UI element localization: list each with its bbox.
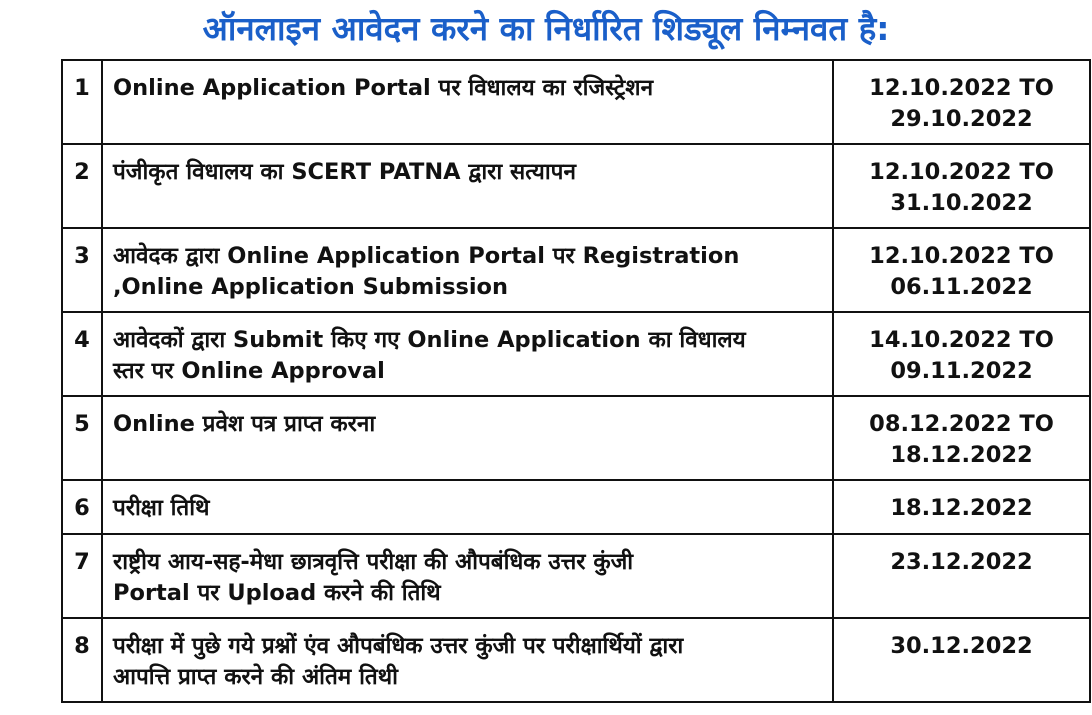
activity-line: Portal पर Upload करने की तिथि	[113, 580, 441, 606]
date-line: 12.10.2022 TO	[869, 75, 1054, 101]
table-row	[62, 312, 1090, 396]
date-line: 18.12.2022	[890, 495, 1033, 521]
table-row	[62, 228, 1090, 312]
table-row	[62, 534, 1090, 618]
activity-line: राष्ट्रीय आय-सह-मेधा छात्रवृत्ति परीक्षा की औपबंधिक उत्तर कुंजी	[113, 549, 634, 575]
table-row	[62, 618, 1090, 702]
activity-line: Online Application Portal पर विधालय का रजिस्ट्रेशन	[113, 75, 654, 101]
row-number: 1	[62, 60, 102, 144]
table-row	[62, 480, 1090, 534]
row-number: 2	[62, 144, 102, 228]
table-row	[62, 144, 1090, 228]
row-number: 3	[62, 228, 102, 312]
date-line: 31.10.2022	[890, 190, 1033, 216]
date-line: 14.10.2022 TO	[869, 327, 1054, 353]
row-activity	[102, 312, 833, 396]
row-activity	[102, 534, 833, 618]
schedule-table	[61, 59, 1091, 703]
row-date	[833, 228, 1090, 312]
row-date	[833, 396, 1090, 480]
date-line: 23.12.2022	[890, 549, 1033, 575]
row-date	[833, 60, 1090, 144]
date-line: 30.12.2022	[890, 633, 1033, 659]
row-date	[833, 312, 1090, 396]
date-line: 06.11.2022	[890, 274, 1033, 300]
date-line: 29.10.2022	[890, 106, 1033, 132]
row-activity	[102, 144, 833, 228]
row-activity	[102, 60, 833, 144]
page-title: ऑनलाइन आवेदन करने का निर्धारित शिड्यूल निम्नवत है:	[202, 9, 890, 48]
row-activity	[102, 618, 833, 702]
row-date	[833, 618, 1090, 702]
row-date	[833, 480, 1090, 534]
row-number: 4	[62, 312, 102, 396]
date-line: 18.12.2022	[890, 442, 1033, 468]
row-number: 5	[62, 396, 102, 480]
activity-line: Online प्रवेश पत्र प्राप्त करना	[113, 411, 376, 437]
activity-line: स्तर पर Online Approval	[113, 358, 385, 384]
row-number: 6	[62, 480, 102, 534]
activity-line: आपत्ति प्राप्त करने की अंतिम तिथी	[113, 664, 398, 690]
row-activity	[102, 396, 833, 480]
activity-line: आवेदकों द्वारा Submit किए गए Online Application का विधालय	[113, 327, 746, 353]
row-date	[833, 534, 1090, 618]
row-date	[833, 144, 1090, 228]
table-row	[62, 396, 1090, 480]
activity-line: परीक्षा में पुछे गये प्रश्नों एंव औपबंधिक उत्तर कुंजी पर परीक्षार्थियों द्वारा	[113, 633, 684, 659]
date-line: 12.10.2022 TO	[869, 159, 1054, 185]
activity-line: आवेदक द्वारा Online Application Portal पर Registration	[113, 243, 740, 269]
activity-line: परीक्षा तिथि	[113, 495, 210, 521]
table-row	[62, 60, 1090, 144]
row-number: 7	[62, 534, 102, 618]
activity-line: ,Online Application Submission	[113, 274, 509, 300]
row-activity	[102, 228, 833, 312]
date-line: 09.11.2022	[890, 358, 1033, 384]
date-line: 12.10.2022 TO	[869, 243, 1054, 269]
date-line: 08.12.2022 TO	[869, 411, 1054, 437]
activity-line: पंजीकृत विधालय का SCERT PATNA द्वारा सत्यापन	[113, 159, 576, 185]
row-activity	[102, 480, 833, 534]
row-number: 8	[62, 618, 102, 702]
